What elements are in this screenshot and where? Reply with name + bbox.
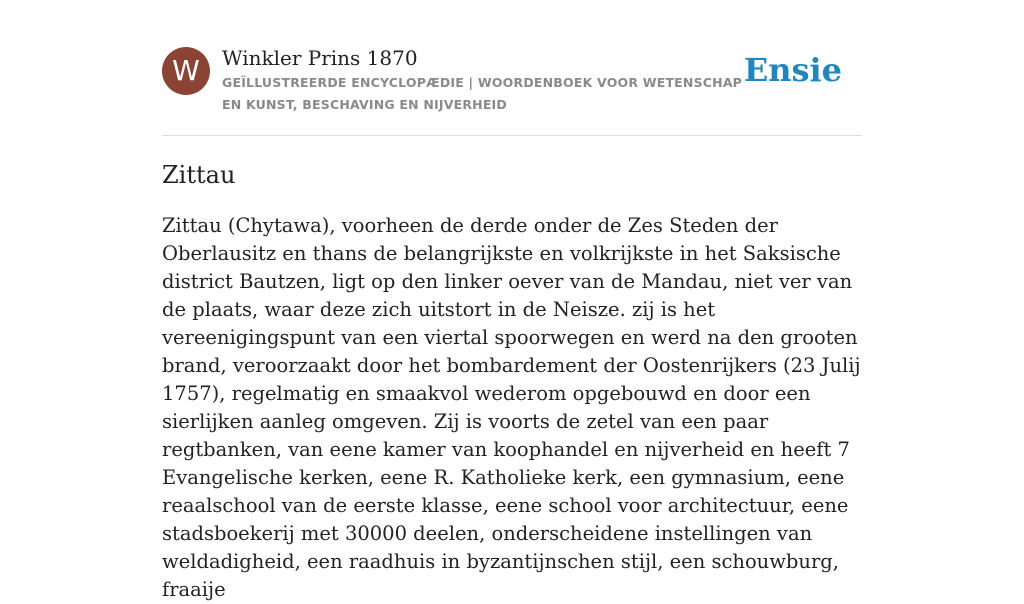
source-avatar[interactable]: W [162, 47, 210, 95]
source-header [162, 45, 862, 136]
entry-title: Zittau [162, 161, 236, 189]
source-title[interactable]: Winkler Prins 1870 [222, 46, 418, 70]
brand-logo[interactable]: Ensie [743, 51, 842, 89]
entry-body: Zittau (Chytawa), voorheen de derde onder de Zes Steden der Oberlausitz en thans de belangrijkste en volkrijkste in het Saksische district Bautzen, ligt op den linker oever van de Mandau, niet ver van de plaats, waar deze zich uitstort in de Neisze. zij is het vereenigingspunt van een viertal spoorwegen en werd na den grooten brand, veroorzaakt door het bombardement der Oostenrijkers (23 Julij 1757), regelmatig en smaakvol wederom opgebouwd en door een sierlijken aanleg omgeven. Zij is voorts de zetel van een paar regtbanken, van eene kamer van koophandel en nijverheid en heeft 7 Evangelische kerken, eene R. Katholieke kerk, een gymnasium, eene reaalschool van de eerste klasse, eene school voor architectuur, eene stadsboekerij met 30000 deelen, onderscheidene instellingen van weldadigheid, een raadhuis in byzantijnschen stijl, een schouwburg, fraaije [162, 214, 861, 601]
source-subtitle: GEÏLLUSTREERDE ENCYCLOPÆDIE | WOORDENBOEK VOOR WETENSCHAP EN KUNST, BESCHAVING EN NIJVERHEID [222, 75, 743, 112]
